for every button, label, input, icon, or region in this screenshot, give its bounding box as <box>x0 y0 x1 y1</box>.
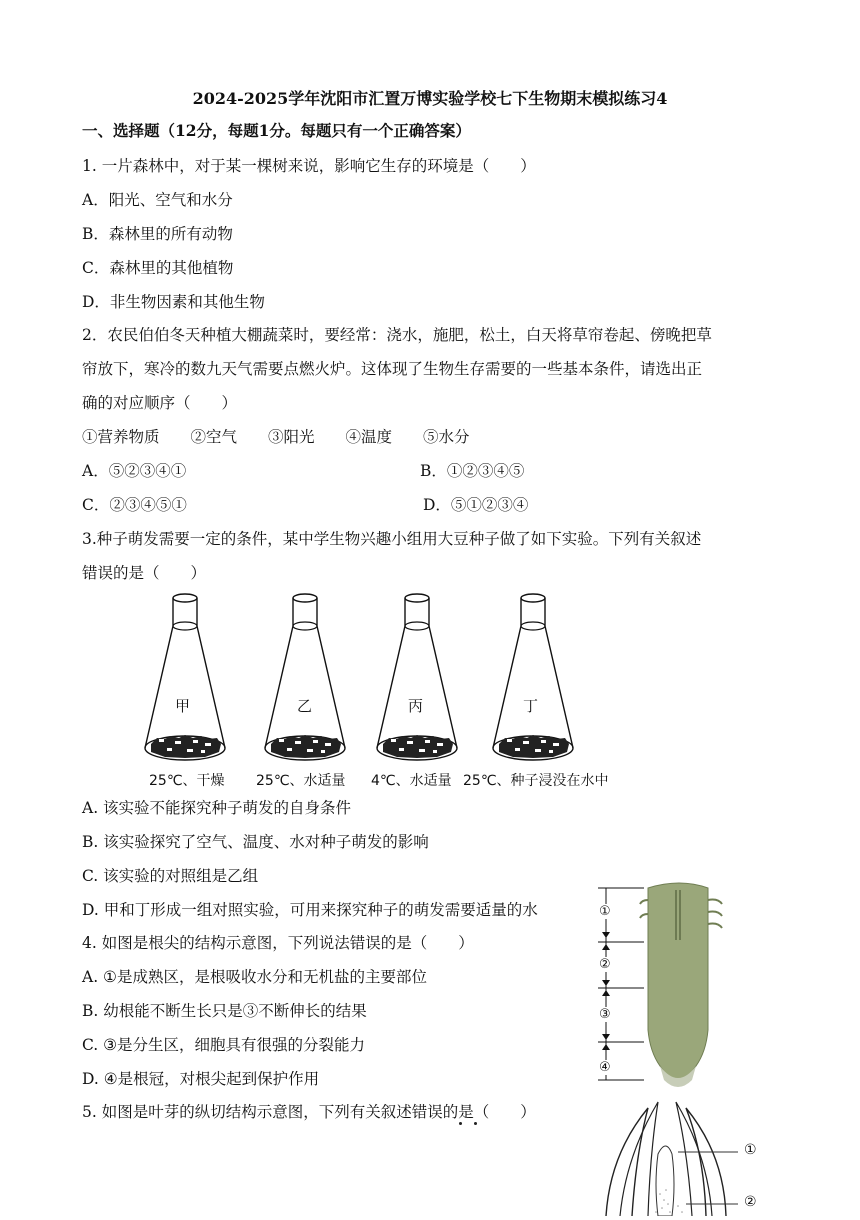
root-label-2: ② <box>599 957 611 972</box>
q3-stem-line2: 错误的是（ ） <box>82 564 207 582</box>
flask-label-yi: 乙 <box>297 697 313 715</box>
flask-caption-yi: 25℃、水适量 <box>256 773 346 789</box>
q3-option-b: B. 该实验探究了空气、温度、水对种子萌发的影响 <box>82 833 429 851</box>
section-heading: 一、选择题（12分，每题1分。每题只有一个正确答案） <box>82 121 471 140</box>
flask-caption-bing: 4℃、水适量 <box>371 773 452 789</box>
q3-option-d: D. 甲和丁形成一组对照实验，可用来探究种子的萌发需要适量的水 <box>82 901 538 919</box>
q1-option-b: B．森林里的所有动物 <box>82 225 233 243</box>
q2-option-b: B．①②③④⑤ <box>420 462 525 480</box>
q2-option-a: A．⑤②③④① <box>82 462 187 480</box>
flask-label-jia: 甲 <box>175 697 191 715</box>
q5-stem: 5. 如图是叶芽的纵切结构示意图，下列有关叙述错误的是（ ） <box>82 1103 536 1121</box>
flask-ding <box>493 594 573 760</box>
flask-experiment-figure <box>135 588 635 793</box>
page-title: 2024-2025学年沈阳市汇置万博实验学校七下生物期末模拟练习4 <box>192 89 668 108</box>
q4-option-b: B. 幼根能不断生长只是③不断伸长的结果 <box>82 1002 367 1020</box>
q2-option-d: D．⑤①②③④ <box>423 496 529 514</box>
flask-jia <box>145 594 225 760</box>
q3-option-c: C. 该实验的对照组是乙组 <box>82 867 259 885</box>
flask-caption-ding: 25℃、种子浸没在水中 <box>463 773 609 789</box>
flask-label-bing: 丙 <box>408 697 424 715</box>
q1-option-d: D．非生物因素和其他生物 <box>82 293 265 311</box>
q2-stem-line3: 确的对应顺序（ ） <box>82 394 238 412</box>
flask-yi <box>265 594 345 760</box>
q4-option-a: A. ①是成熟区，是根吸收水分和无机盐的主要部位 <box>82 968 427 986</box>
root-label-3: ③ <box>599 1007 611 1022</box>
q3-option-a: A. 该实验不能探究种子萌发的自身条件 <box>82 799 352 817</box>
flask-bing <box>377 594 457 760</box>
root-label-1: ① <box>599 904 611 919</box>
bud-label-1: ① <box>744 1142 757 1158</box>
flask-label-ding: 丁 <box>523 697 539 715</box>
q3-stem-line1: 3.种子萌发需要一定的条件，某中学生物兴趣小组用大豆种子做了如下实验。下列有关叙述 <box>82 530 702 548</box>
flask-svg <box>135 588 635 793</box>
q1-stem: 1. 一片森林中，对于某一棵树来说，影响它生存的环境是（ ） <box>82 157 536 175</box>
q2-option-c: C．②③④⑤① <box>82 496 187 514</box>
root-label-4: ④ <box>599 1060 611 1075</box>
q2-items: ①营养物质 ②空气 ③阳光 ④温度 ⑤水分 <box>82 428 470 446</box>
root-tip-figure <box>588 880 728 1092</box>
emphasis-dot <box>474 1122 477 1125</box>
flask-caption-jia: 25℃、干燥 <box>149 773 225 789</box>
q2-stem-line2: 帘放下，寒冷的数九天气需要点燃火炉。这体现了生物生存需要的一些基本条件，请选出正 <box>82 360 703 378</box>
q4-option-c: C. ③是分生区，细胞具有很强的分裂能力 <box>82 1036 366 1054</box>
emphasis-dot <box>459 1122 462 1125</box>
q2-stem-line1: 2．农民伯伯冬天种植大棚蔬菜时，要经常：浇水，施肥，松土，白天将草帘卷起、傍晚把草 <box>82 326 712 344</box>
q1-option-c: C．森林里的其他植物 <box>82 259 234 277</box>
q4-option-d: D. ④是根冠，对根尖起到保护作用 <box>82 1070 320 1088</box>
bud-label-2: ② <box>744 1194 757 1210</box>
leaf-bud-figure <box>596 1094 770 1216</box>
q1-option-a: A．阳光、空气和水分 <box>82 191 233 209</box>
q4-stem: 4. 如图是根尖的结构示意图，下列说法错误的是（ ） <box>82 934 474 952</box>
